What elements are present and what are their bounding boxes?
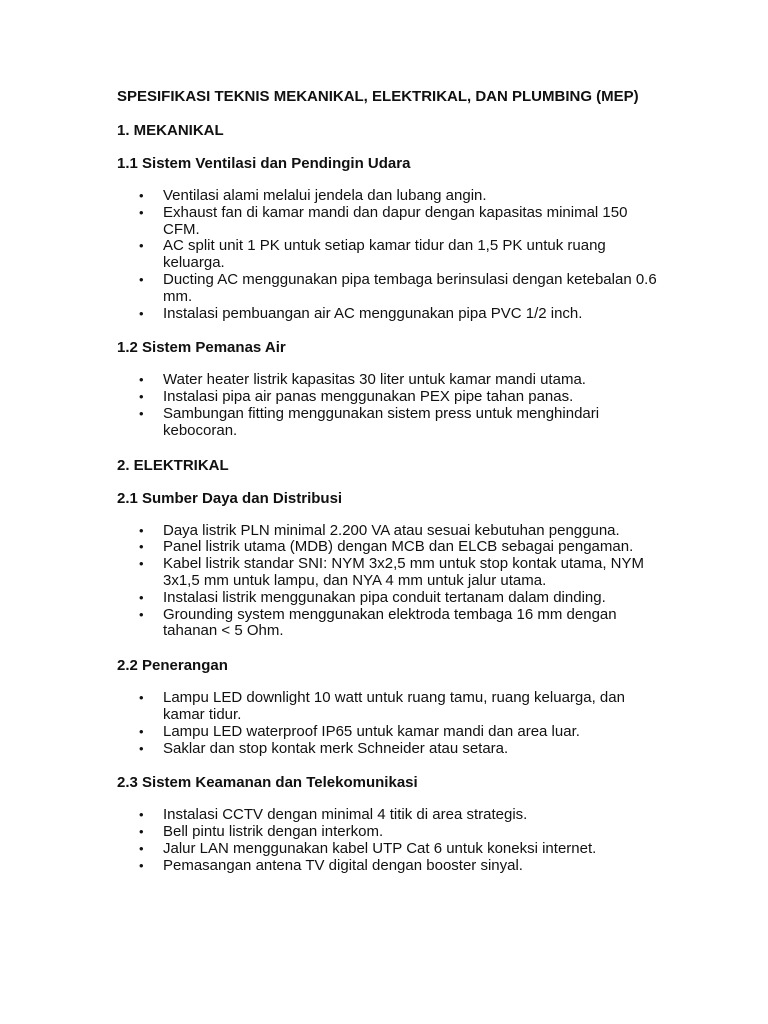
subsection-heading-water-heater: 1.2 Sistem Pemanas Air <box>117 339 286 357</box>
list-item: • AC split unit 1 PK untuk setiap kamar tidur dan 1,5 PK untuk ruang keluarga. <box>117 238 657 272</box>
list-item: • Ducting AC menggunakan pipa tembaga berinsulasi dengan ketebalan 0.6 mm. <box>117 272 657 306</box>
list-item: • Instalasi CCTV dengan minimal 4 titik di area strategis. <box>117 807 657 824</box>
list-item: • Panel listrik utama (MDB) dengan MCB dan ELCB sebagai pengaman. <box>117 539 657 556</box>
document-body <box>117 88 657 892</box>
subsection-heading-security: 2.3 Sistem Keamanan dan Telekomunikasi <box>117 774 418 792</box>
list-item: • Pemasangan antena TV digital dengan booster sinyal. <box>117 858 657 875</box>
list-item: • Instalasi listrik menggunakan pipa conduit tertanam dalam dinding. <box>117 590 657 607</box>
lighting-list <box>117 690 657 757</box>
list-item: • Sambungan fitting menggunakan sistem press untuk menghindari kebocoran. <box>117 406 657 440</box>
list-item: • Exhaust fan di kamar mandi dan dapur dengan kapasitas minimal 150 CFM. <box>117 205 657 239</box>
list-item: • Jalur LAN menggunakan kabel UTP Cat 6 untuk koneksi internet. <box>117 841 657 858</box>
list-item: • Grounding system menggunakan elektroda tembaga 16 mm dengan tahanan < 5 Ohm. <box>117 607 657 641</box>
list-item: • Lampu LED waterproof IP65 untuk kamar mandi dan area luar. <box>117 724 657 741</box>
section-heading-electrical: 2. ELEKTRIKAL <box>117 456 229 474</box>
subsection-heading-ventilation: 1.1 Sistem Ventilasi dan Pendingin Udara <box>117 155 411 172</box>
section-heading-mechanical: 1. MEKANIKAL <box>117 122 224 139</box>
list-item: • Kabel listrik standar SNI: NYM 3x2,5 mm untuk stop kontak utama, NYM 3x1,5 mm untuk lampu, dan NYA 4 mm untuk jalur utama. <box>117 556 657 590</box>
power-list <box>117 523 657 641</box>
list-item: • Lampu LED downlight 10 watt untuk ruang tamu, ruang keluarga, dan kamar tidur. <box>117 690 657 724</box>
subsection-heading-lighting: 2.2 Penerangan <box>117 657 228 675</box>
list-item: • Water heater listrik kapasitas 30 liter untuk kamar mandi utama. <box>117 372 657 389</box>
list-item: • Daya listrik PLN minimal 2.200 VA atau sesuai kebutuhan pengguna. <box>117 523 657 540</box>
list-item: • Instalasi pembuangan air AC menggunakan pipa PVC 1/2 inch. <box>117 306 657 323</box>
subsection-heading-power: 2.1 Sumber Daya dan Distribusi <box>117 489 343 507</box>
list-item: • Saklar dan stop kontak merk Schneider atau setara. <box>117 741 657 758</box>
list-item: • Ventilasi alami melalui jendela dan lubang angin. <box>117 188 657 205</box>
list-item: • Instalasi pipa air panas menggunakan PEX pipe tahan panas. <box>117 389 657 406</box>
security-list <box>117 807 657 874</box>
document-title: SPESIFIKASI TEKNIS MEKANIKAL, ELEKTRIKAL, DAN PLUMBING (MEP) <box>117 88 639 105</box>
list-item: • Bell pintu listrik dengan interkom. <box>117 824 657 841</box>
water-heater-list <box>117 372 657 439</box>
ventilation-list <box>117 188 657 322</box>
